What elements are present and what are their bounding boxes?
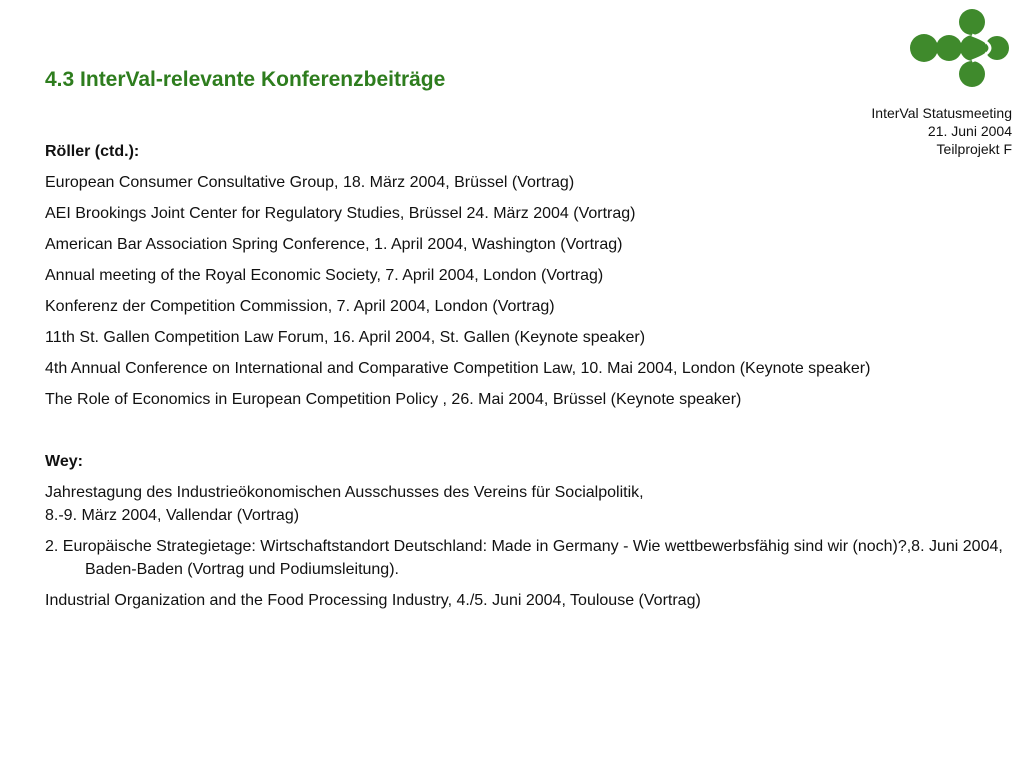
logo-dot-2	[936, 35, 962, 61]
meeting-name: InterVal Statusmeeting	[871, 105, 1012, 121]
section-heading-roller: Röller (ctd.):	[45, 143, 140, 160]
meeting-date: 21. Juni 2004	[927, 123, 1012, 139]
list-item: AEI Brookings Joint Center for Regulatory Studies, Brüssel 24. März 2004 (Vortrag)	[45, 205, 636, 222]
section-spacer	[45, 419, 1005, 450]
list-item: 2. Europäische Strategietage: Wirtschaftstandort Deutschland: Made in Germany - Wie wettbewerbsfähig sind wir (noch)?,8. Juni 2004, Baden-Baden (Vortrag und Podiumsleitung).	[45, 538, 1003, 578]
list-item-line: 8.-9. März 2004, Vallendar (Vortrag)	[45, 507, 300, 524]
list-item: The Role of Economics in European Competition Policy , 26. Mai 2004, Brüssel (Keynote speaker)	[45, 391, 742, 408]
list-item: 11th St. Gallen Competition Law Forum, 16. April 2004, St. Gallen (Keynote speaker)	[45, 329, 646, 346]
list-item: Industrial Organization and the Food Processing Industry, 4./5. Juni 2004, Toulouse (Vortrag)	[45, 592, 701, 609]
content-body	[45, 140, 1005, 620]
list-item: American Bar Association Spring Conference, 1. April 2004, Washington (Vortrag)	[45, 236, 623, 253]
list-item: 4th Annual Conference on International and Comparative Competition Law, 10. Mai 2004, London (Keynote speaker)	[45, 360, 871, 377]
slide-title: 4.3 InterVal-relevante Konferenzbeiträge	[45, 68, 446, 91]
list-item	[45, 481, 1005, 527]
subproject: Teilprojekt F	[936, 141, 1012, 157]
list-item: Konferenz der Competition Commission, 7. April 2004, London (Vortrag)	[45, 298, 555, 315]
logo-dot-top	[959, 9, 985, 35]
interval-logo	[900, 6, 1016, 90]
logo-dot-bottom	[959, 61, 985, 87]
list-item-line: Jahrestagung des Industrieökonomischen Ausschusses des Vereins für Socialpolitik,	[45, 484, 644, 501]
list-item: Annual meeting of the Royal Economic Society, 7. April 2004, London (Vortrag)	[45, 267, 604, 284]
section-heading-wey: Wey:	[45, 453, 83, 470]
logo-dot-1	[910, 34, 938, 62]
list-item: European Consumer Consultative Group, 18. März 2004, Brüssel (Vortrag)	[45, 174, 575, 191]
